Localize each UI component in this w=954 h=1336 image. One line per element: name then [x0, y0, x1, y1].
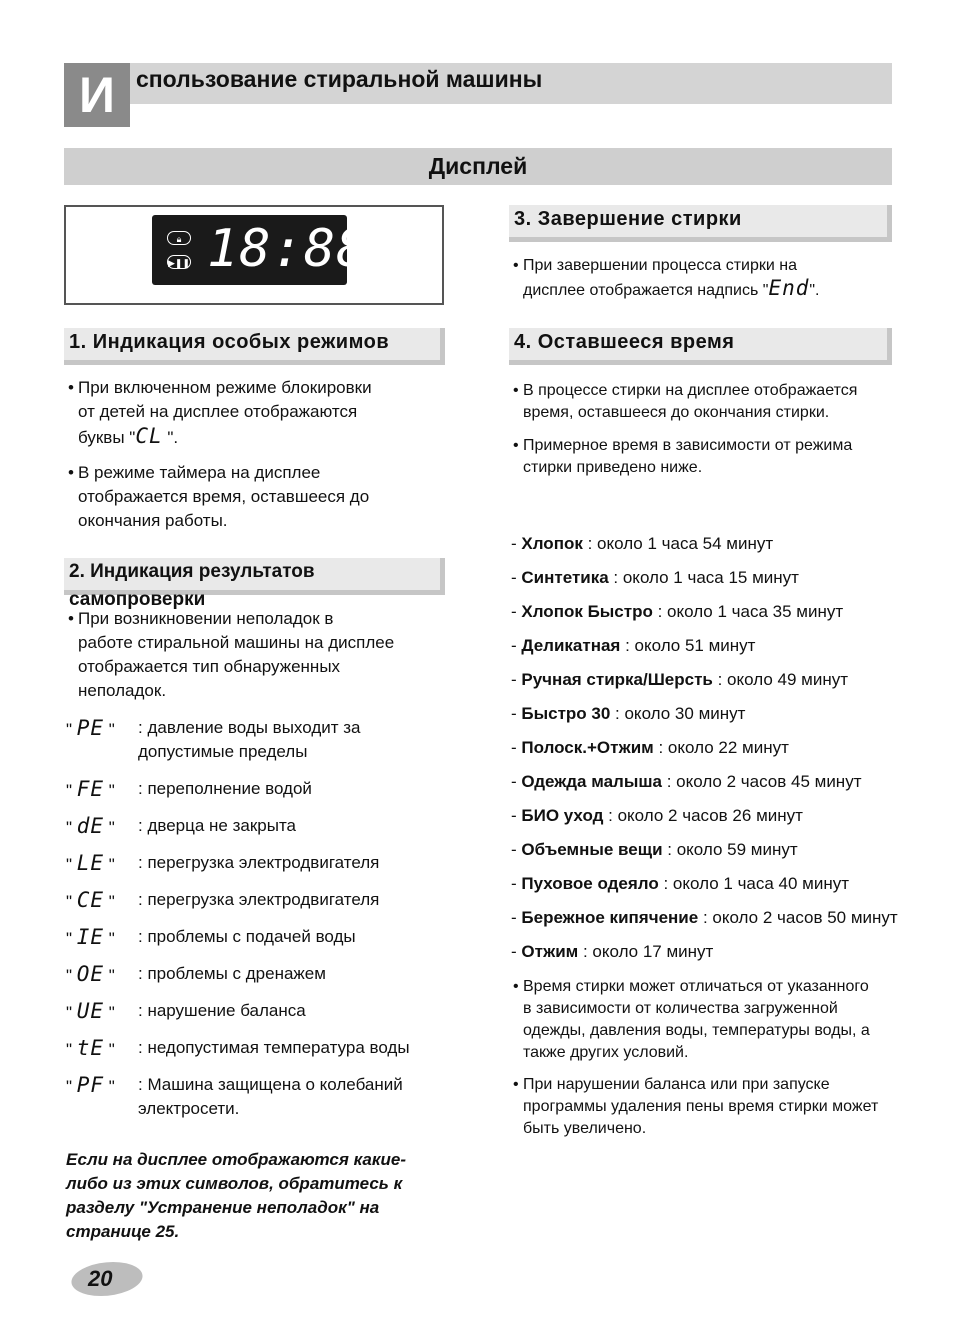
error-code: FE: [76, 777, 105, 801]
s2-bullet: • При возникновении неполадок в работе стиральной машины на дисплее отображается тип обнаруженных неполадок.: [78, 607, 394, 703]
program-duration: : около 1 часа 40 минут: [658, 874, 850, 893]
program-name: Хлопок Быстро: [521, 602, 653, 621]
program-time-row: - Объемные вещи : около 59 минут: [511, 840, 798, 859]
page-title: спользование стиральной машины: [136, 66, 543, 92]
s1-bullet-1: • При включенном режиме блокировки от детей на дисплее отображаются буквы "CL ".: [78, 376, 372, 450]
program-duration: : около 1 часа 54 минут: [582, 534, 774, 553]
error-code-description: : перегрузка электродвигателя: [138, 853, 380, 872]
lock-icon: 🔒︎: [167, 231, 191, 245]
error-code-description: : проблемы с подачей воды: [138, 927, 356, 946]
error-code-description: : недопустимая температура воды: [138, 1038, 410, 1057]
program-time-row: - Пуховое одеяло : около 1 часа 40 минут: [511, 874, 850, 893]
program-duration: : около 17 минут: [578, 942, 714, 961]
error-code: OE: [76, 962, 105, 986]
program-time-row: - Деликатная : около 51 минут: [511, 636, 756, 655]
program-time-row: - Быстро 30 : около 30 минут: [511, 704, 746, 723]
code-end: End: [768, 276, 810, 300]
program-time-row: - Хлопок : около 1 часа 54 минут: [511, 534, 774, 553]
program-duration: : около 2 часов 50 минут: [698, 908, 898, 927]
error-code: UE: [76, 999, 105, 1023]
heading-wash-end: 3. Завершение стирки: [509, 205, 892, 242]
program-duration: : около 51 минут: [620, 636, 756, 655]
code-cl: CL: [135, 424, 163, 448]
error-code: dE: [76, 814, 105, 838]
error-code-description: : проблемы с дренажем: [138, 964, 326, 983]
program-name: Одежда малыша: [521, 772, 662, 791]
error-code: LE: [76, 851, 105, 875]
program-name: Быстро 30: [521, 704, 611, 723]
program-name: Отжим: [521, 942, 579, 961]
start-pause-icon: ▶❚❚: [167, 255, 191, 269]
s1-bullet-2: • В режиме таймера на дисплее отображается время, оставшееся до окончания работы.: [78, 461, 369, 533]
program-name: Пуховое одеяло: [521, 874, 659, 893]
program-name: Хлопок: [521, 534, 583, 553]
error-code-description: : дверца не закрыта: [138, 816, 297, 835]
program-name: Объемные вещи: [521, 840, 663, 859]
s4-bullet-2: • Примерное время в зависимости от режима стирки приведено ниже.: [523, 435, 852, 479]
program-time-row: - БИО уход : около 2 часов 26 минут: [511, 806, 803, 825]
display-panel: [152, 215, 369, 285]
program-time-row: - Синтетика : около 1 часа 15 минут: [511, 568, 799, 587]
heading-self-test: 2. Индикация результатов самопроверки: [64, 558, 445, 595]
error-code-description: : переполнение водой: [138, 779, 312, 798]
error-code: PF: [76, 1073, 105, 1097]
program-duration: : около 1 часа 15 минут: [608, 568, 799, 587]
troubleshooting-note: Если на дисплее отображаются какие- либо из этих символов, обратитесь к разделу "Устранение неполадок" на странице 25.: [66, 1150, 406, 1241]
error-code-row: " IE " : проблемы с подачей воды: [66, 925, 138, 951]
error-code: IE: [76, 925, 105, 949]
program-duration: : около 2 часов 45 минут: [661, 772, 862, 791]
error-code-description: : нарушение баланса: [138, 1001, 306, 1020]
heading-special-modes: 1. Индикация особых режимов: [64, 328, 445, 365]
error-code-row: " tE " : недопустимая температура воды: [66, 1036, 138, 1062]
error-code-description: : перегрузка электродвигателя: [138, 890, 380, 909]
program-time-row: - Ручная стирка/Шерсть : около 49 минут: [511, 670, 848, 689]
error-code-row: " dE " : дверца не закрыта: [66, 814, 138, 840]
s4-note-1: • Время стирки может отличаться от указанного в зависимости от количества загруженной одежды, давления воды, температуры воды, а также других условий.: [523, 976, 893, 1064]
error-code-row: " LE " : перегрузка электродвигателя: [66, 851, 138, 877]
program-duration: : около 2 часов 26 минут: [603, 806, 803, 825]
s4-note-2: • При нарушении баланса или при запуске программы удаления пены время стирки может быть увеличено.: [523, 1074, 893, 1140]
program-name: Деликатная: [521, 636, 621, 655]
display-digits: 18:88: [207, 219, 369, 279]
program-time-row: - Отжим : около 17 минут: [511, 942, 714, 961]
program-time-row: - Бережное кипячение : около 2 часов 50 минут: [511, 908, 898, 927]
program-time-row: - Полоск.+Отжим : около 22 минут: [511, 738, 789, 757]
error-code-row: " PF " : Машина защищена о колебаний электросети.: [66, 1073, 138, 1099]
program-name: Бережное кипячение: [521, 908, 699, 927]
heading-remaining-time: 4. Оставшееся время: [509, 328, 892, 365]
program-time-row: - Хлопок Быстро : около 1 часа 35 минут: [511, 602, 844, 621]
error-code-description: : давление воды выходит за допустимые пределы: [138, 718, 361, 761]
section-title: Дисплей: [428, 153, 528, 179]
error-code-row: " OE " : проблемы с дренажем: [66, 962, 138, 988]
error-code-row: " PE " : давление воды выходит за допустимые пределы: [66, 716, 138, 742]
program-name: Ручная стирка/Шерсть: [521, 670, 713, 689]
program-duration: : около 1 часа 35 минут: [652, 602, 844, 621]
program-name: Полоск.+Отжим: [521, 738, 654, 757]
error-code-row: " CE " : перегрузка электродвигателя: [66, 888, 138, 914]
program-duration: : около 30 минут: [610, 704, 746, 723]
error-code: CE: [76, 888, 105, 912]
s4-bullet-1: • В процессе стирки на дисплее отображается время, оставшееся до окончания стирки.: [523, 380, 857, 424]
s3-bullet: • При завершении процесса стирки на дисплее отображается надпись "End".: [523, 255, 820, 302]
program-time-row: - Одежда малыша : около 2 часов 45 минут: [511, 772, 862, 791]
error-code-row: " FE " : переполнение водой: [66, 777, 138, 803]
error-code-row: " UE " : нарушение баланса: [66, 999, 138, 1025]
program-duration: : около 59 минут: [662, 840, 798, 859]
program-duration: : около 22 минут: [653, 738, 789, 757]
program-duration: : около 49 минут: [712, 670, 848, 689]
header-initial-letter: И: [64, 63, 130, 127]
error-code: PE: [76, 716, 105, 740]
error-code-description: : Машина защищена о колебаний электросети.: [138, 1075, 403, 1118]
error-code: tE: [76, 1036, 105, 1060]
program-name: БИО уход: [521, 806, 604, 825]
program-name: Синтетика: [521, 568, 609, 587]
page-number: 20: [88, 1266, 113, 1291]
